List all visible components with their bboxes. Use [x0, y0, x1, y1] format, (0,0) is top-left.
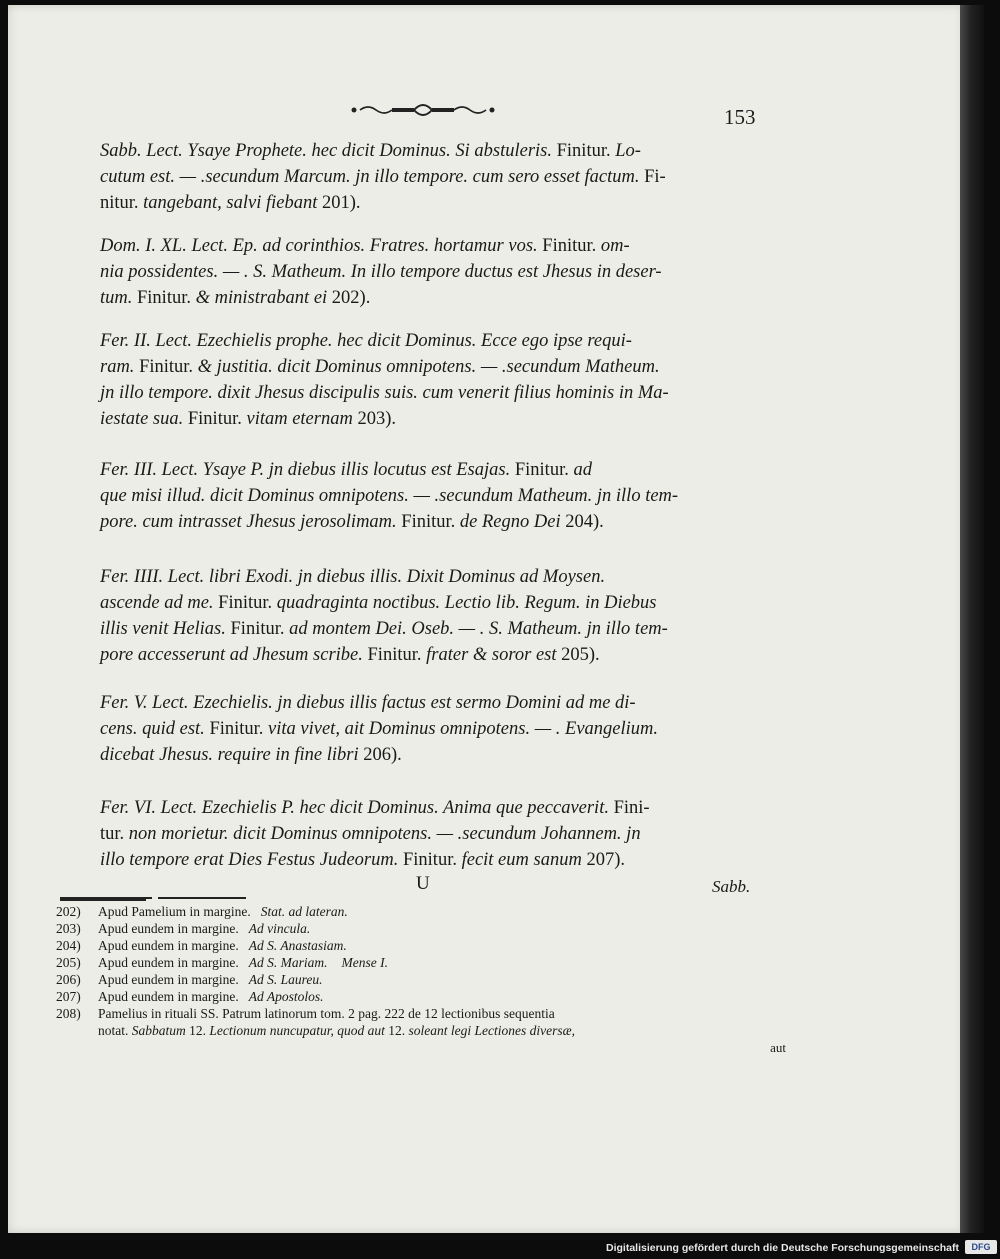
text-line [100, 690, 778, 716]
paragraph-feria-6 [100, 795, 778, 873]
roman-text: 202). [331, 288, 371, 308]
footnote-italic: Sabbatum [131, 1023, 186, 1038]
text-line [100, 138, 778, 164]
italic-text: cens. quid est. [100, 719, 210, 739]
text-line [100, 642, 778, 668]
catchword: Sabb. [712, 877, 751, 896]
footnote-number: 208) [56, 1006, 81, 1021]
roman-text: Fi- [644, 167, 666, 187]
roman-text: Finitur. [542, 236, 601, 256]
footnote-italic: Ad Apostolos. [248, 989, 324, 1004]
text-line [100, 233, 778, 259]
footnote-italic: Stat. ad lateran. [260, 904, 348, 919]
footnote-number: 206) [56, 972, 81, 987]
footnote-item [56, 903, 786, 920]
footnote-text: 12. [388, 1023, 406, 1038]
book-spine [960, 5, 984, 1233]
footnote-text: Apud eundem in margine. Ad S. Anastasiam. [98, 938, 347, 953]
footnote-text: Apud eundem in margine. Ad S. Mariam. Mense I. [98, 955, 388, 970]
roman-text: 205). [561, 645, 600, 665]
text-line [100, 716, 778, 742]
paragraph-feria-5 [100, 690, 778, 768]
italic-text: de Regno Dei [459, 512, 566, 532]
footnote-item [56, 988, 786, 1005]
roman-text: Fini- [613, 798, 650, 818]
roman-text: Finitur. [230, 619, 290, 639]
italic-text: vitam eternam [246, 409, 358, 429]
italic-text: om- [600, 236, 630, 256]
italic-text: Fer. III. Lect. Ysaye P. jn diebus illis locutus est Esajas. [100, 460, 515, 480]
footnote-italic: Ad S. Mariam. [248, 955, 328, 970]
footnote-number: 205) [56, 955, 81, 970]
signature-mark: U [416, 873, 430, 894]
text-line [100, 509, 778, 535]
text-line [100, 190, 778, 216]
roman-text: tur. [100, 824, 129, 844]
footnote-text: Apud eundem in margine. Ad vincula. [98, 921, 311, 936]
italic-text: Dom. I. XL. Lect. Ep. ad corinthios. Fratres. hortamur vos. [100, 236, 543, 256]
italic-text: Fer. V. Lect. Ezechielis. jn diebus illis factus est sermo Domini ad me di- [100, 693, 636, 713]
text-line [100, 564, 778, 590]
footnote-text: notat. [98, 1023, 129, 1038]
text-line [100, 259, 778, 285]
italic-text: & justitia. dicit Dominus omnipotens. — .secundum Matheum. [197, 357, 660, 377]
footnote-number: 203) [56, 921, 81, 936]
footnote-rule [60, 897, 340, 900]
paragraph-feria-3 [100, 457, 778, 535]
footnote-italic: Lectionum nuncupatur, quod aut [209, 1023, 385, 1038]
footnote-item [56, 971, 786, 988]
footnote-text: Apud eundem in margine. Ad Apostolos. [98, 989, 324, 1004]
text-line [100, 847, 778, 873]
footnote-item [56, 937, 786, 954]
roman-text: 204). [565, 512, 604, 532]
footnote-number: 204) [56, 938, 81, 953]
paragraph-feria-4 [100, 564, 778, 668]
footnote-continuation [56, 1022, 786, 1039]
text-line [100, 742, 778, 768]
italic-text: illo tempore erat Dies Festus Judeorum. [100, 850, 403, 870]
italic-text: Sabb. Lect. Ysaye Prophete. hec dicit Dominus. Si abstuleris. [100, 141, 557, 161]
italic-text: Fer. VI. Lect. Ezechielis P. hec dicit Dominus. Anima que peccaverit. [100, 798, 614, 818]
paragraph-dominica [100, 233, 778, 311]
text-line [100, 380, 778, 406]
footnote-text: 12. [189, 1023, 206, 1038]
text-line [100, 457, 778, 483]
footnote-italic: Mense I. [341, 955, 388, 970]
text-line [100, 821, 778, 847]
text-line [100, 406, 778, 432]
footnote-item [56, 954, 786, 971]
italic-text: pore accesserunt ad Jhesum scribe. [100, 645, 368, 665]
roman-text: Finitur. [218, 593, 277, 613]
footnote-continuation-end: aut [770, 1040, 786, 1055]
footnote-italic: Ad S. Anastasiam. [248, 938, 347, 953]
italic-text: que misi illud. dicit Dominus omnipotens. — .secundum Matheum. jn illo tem- [100, 486, 679, 506]
text-line [100, 328, 778, 354]
italic-text: nia possidentes. — . S. Matheum. In illo tempore ductus est Jhesus in deser- [100, 262, 662, 282]
roman-text: Finitur. [556, 141, 616, 161]
italic-text: illis venit Helias. [100, 619, 231, 639]
italic-text: cutum est. — .secundum Marcum. jn illo tempore. cum sero esset factum. [100, 167, 645, 187]
italic-text: tangebant, salvi fiebant [143, 193, 322, 213]
footnote-italic: Ad S. Laureu. [248, 972, 323, 987]
italic-text: quadraginta noctibus. Lectio lib. Regum. in Diebus [276, 593, 657, 613]
italic-text: fecit eum sanum [461, 850, 587, 870]
footnote-italic: Ad vincula. [248, 921, 311, 936]
text-line [100, 354, 778, 380]
digitization-credit: Digitalisierung gefördert durch die Deutsche Forschungsgemeinschaft [606, 1242, 959, 1254]
text-line [100, 164, 778, 190]
dfg-logo-icon[interactable]: DFG [965, 1240, 997, 1254]
text-line [100, 795, 778, 821]
roman-text: Finitur. [139, 357, 198, 377]
roman-text: Finitur. [187, 409, 247, 429]
footnote-item [56, 920, 786, 937]
roman-text: 201). [321, 193, 361, 213]
roman-text: Finitur. [402, 850, 462, 870]
paragraph-sabbatum [100, 138, 778, 216]
roman-text: nitur. [100, 193, 144, 213]
footnote-number: 202) [56, 904, 81, 919]
italic-text: Fer. IIII. Lect. libri Exodi. jn diebus illis. Dixit Dominus ad Moysen. [100, 567, 606, 587]
italic-text: ram. [100, 357, 140, 377]
footnote-text: Pamelius in rituali SS. Patrum latinorum tom. 2 pag. 222 de 12 lectionibus sequentia [98, 1006, 555, 1021]
italic-text: non morietur. dicit Dominus omnipotens. — .secundum Johannem. jn [128, 824, 641, 844]
footnote-item [56, 1005, 786, 1022]
roman-text: 203). [357, 409, 397, 429]
italic-text: frater & soror est [426, 645, 562, 665]
text-line [100, 285, 778, 311]
italic-text: tum. [100, 288, 137, 308]
italic-text: vita vivet, ait Dominus omnipotens. — . Evangelium. [268, 719, 659, 739]
footnote-text: Apud Pamelium in margine. Stat. ad lateran. [98, 904, 348, 919]
italic-text: Fer. II. Lect. Ezechielis prophe. hec dicit Dominus. Ecce ego ipse requi- [100, 331, 632, 351]
footnote-text: Apud eundem in margine. Ad S. Laureu. [98, 972, 323, 987]
roman-text: Finitur. [137, 288, 196, 308]
text-line [100, 590, 778, 616]
italic-text: dicebat Jhesus. require in fine libri [100, 745, 364, 765]
italic-text: ascende ad me. [100, 593, 219, 613]
italic-text: ad montem Dei. Oseb. — . S. Matheum. jn illo tem- [289, 619, 668, 639]
italic-text: pore. cum intrasset Jhesus jerosolimam. [100, 512, 402, 532]
roman-text: Finitur. [209, 719, 269, 739]
roman-text: 207). [586, 850, 625, 870]
ornament-divider [348, 102, 498, 118]
text-line [100, 483, 778, 509]
page-number: 153 [724, 105, 756, 129]
italic-text: & ministrabant ei [195, 288, 332, 308]
text-line [100, 616, 778, 642]
footnotes [56, 903, 786, 1056]
footnote-number: 207) [56, 989, 81, 1004]
roman-text: 206). [363, 745, 402, 765]
footnote-italic: soleant legi Lectiones diversæ, [408, 1023, 575, 1038]
roman-text: Finitur. [401, 512, 460, 532]
roman-text: Finitur. [514, 460, 574, 480]
italic-text: ad [573, 460, 592, 480]
italic-text: jn illo tempore. dixit Jhesus discipulis suis. cum venerit filius hominis in Ma- [100, 383, 669, 403]
italic-text: Lo- [615, 141, 641, 161]
roman-text: Finitur. [367, 645, 427, 665]
paragraph-feria-2 [100, 328, 778, 432]
italic-text: iestate sua. [100, 409, 188, 429]
